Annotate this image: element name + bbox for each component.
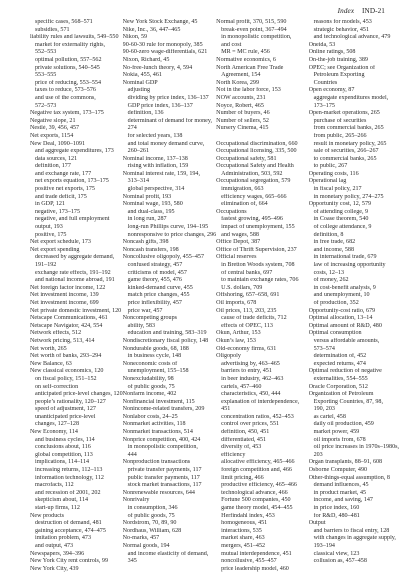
index-entry: Nominal wage, 193, 580	[122, 201, 183, 208]
index-subentry: purchase of securities	[313, 117, 367, 124]
index-entry: 90-60-30 rule for monopoly, 385	[122, 41, 203, 48]
index-entry: Oil prices, 113, 203, 235	[216, 307, 277, 314]
index-subentry: and income, 588	[313, 246, 355, 253]
index-subentry: and barriers to fiscal entry, 128	[313, 527, 390, 534]
index-entry: Net foreign factor income, 122	[30, 284, 106, 291]
index-subentry: 274	[127, 125, 137, 132]
index-subentry: diversity of, 453	[221, 444, 262, 451]
index-subentry: in monopolistic competition,	[127, 444, 198, 451]
index-entry: Nonexcludability, 98	[122, 375, 174, 382]
index-entry: Nominal income, 137–138	[122, 155, 188, 162]
index-entry: North Korea, 299	[216, 79, 259, 86]
index-entry: Osborne Computer, 490	[308, 467, 368, 474]
index-subentry: of attending college, 9	[313, 208, 369, 215]
index-entry: Number of sellers, 52	[216, 117, 269, 124]
index-entry: Nonfinancial investment, 115	[122, 398, 195, 405]
index-columns	[30, 19, 401, 573]
index-subentry: classical view, 123	[313, 550, 360, 557]
index-subentry: of production, 352	[313, 299, 359, 306]
index-subentry: and trade deficit, 175	[35, 193, 87, 200]
index-subentry: price leadership model, 460	[221, 565, 289, 572]
index-entry: New York City, 439	[30, 565, 79, 572]
index-entry: Noneconomic costs of	[122, 360, 178, 367]
index-entry: New Economy, 114	[30, 429, 78, 436]
index-entry: Net export schedule, 173	[30, 239, 91, 246]
index-entry: Nonproduction transactions	[122, 459, 191, 466]
index-subentry: and output, 473	[35, 542, 74, 549]
index-subentry: output, 193	[35, 224, 63, 231]
index-subentry: demand influences, 45	[313, 482, 369, 489]
index-subentry: versus affordable amounts,	[313, 337, 380, 344]
index-subentry: 190, 203	[313, 406, 335, 413]
index-subentry: and cost	[221, 41, 242, 48]
index-entry: Normal goods, 194	[122, 542, 170, 549]
index-subentry: GDP price index, 136–137	[127, 102, 193, 109]
index-subentry: and technological advance, 479	[313, 34, 391, 41]
index-subentry: cause of trade deficits, 712	[221, 315, 287, 322]
index-subentry: changes, 127–128	[35, 421, 80, 428]
index-entry: Opportunity-cost ratio, 679	[308, 307, 376, 314]
index-subentry: and dual-class, 195	[127, 208, 175, 215]
index-entry: On-the-job training, 389	[308, 56, 368, 63]
index-entry: Occupational segregation, 579	[216, 178, 291, 185]
index-entry: Oracle Corporation, 512	[308, 383, 368, 390]
index-column-2	[123, 19, 217, 573]
index-entry: Online ratings, 508	[308, 49, 356, 56]
index-subentry: definition, 136	[127, 110, 164, 117]
index-subentry: Countries	[313, 79, 338, 86]
index-entry: Nonmarket activities, 118	[122, 421, 186, 428]
index-subentry: barriers to entry, 451	[221, 368, 272, 375]
index-entry: Opportunity cost, 12, 579	[308, 201, 372, 208]
index-subentry: decreased by aggregate demand,	[35, 254, 115, 261]
index-entry: Other-things-equal assumption, 8	[308, 474, 390, 481]
index-entry: Net private domestic investment, 120	[30, 307, 122, 314]
index-subentry: negative, 173–175	[35, 208, 81, 215]
index-subentry: ability, 583	[127, 322, 156, 329]
index-entry: Net export spending	[30, 246, 80, 253]
index-entry: Occupational safety, 581	[216, 155, 277, 162]
index-subentry: game theory, 455, 476	[127, 277, 182, 284]
index-subentry: stock market transactions, 117	[127, 482, 202, 489]
index-subentry: with changes in aggregate supply,	[313, 535, 396, 542]
index-subentry: MR = MC rule, 456	[221, 49, 270, 56]
index-column-4	[309, 19, 401, 573]
index-entry: Normal profit, 370, 515, 590	[216, 19, 287, 25]
index-subentry: daily oil production, 459	[313, 421, 374, 428]
index-entry: NOW accounts, 231	[216, 94, 266, 101]
index-entry: New classical economics, 120	[30, 368, 104, 375]
index-entry: Netscape Navigator, 424, 554	[30, 322, 103, 329]
page-header	[338, 7, 385, 15]
index-entry: Network effects, 512	[30, 330, 82, 337]
index-subentry: effects of OPEC, 113	[221, 322, 273, 329]
index-subentry: taxes to reduce, 573–576	[35, 87, 96, 94]
index-subentry: for R&D, 480–481	[313, 512, 360, 519]
index-entry: North American Free Trade	[216, 64, 284, 71]
index-subentry: fastest growing, 495–496	[221, 216, 283, 223]
index-subentry: and income elasticity of demand,	[127, 550, 209, 557]
index-subentry: of money, 262	[313, 277, 349, 284]
index-subentry: Administration, 503, 592	[221, 170, 283, 177]
index-subentry: game theory model, 454–455	[221, 505, 293, 511]
index-subentry: impact of unemployment, 155	[221, 224, 295, 231]
index-subentry: long-run Phillips curve, 194–195	[127, 224, 209, 231]
index-entry: Old-economy firms, 631	[216, 345, 277, 352]
index-subentry: in business cycle, 148	[127, 353, 182, 360]
index-subentry: differentiated, 451	[221, 436, 267, 443]
index-subentry: Exporting Countries, 87, 98,	[313, 398, 383, 405]
index-entry: Negative slope, 21	[30, 117, 76, 124]
index-subentry: in fiscal policy, 217	[313, 186, 362, 193]
index-subentry: in free trade, 682	[313, 239, 356, 246]
index-subentry: to commercial banks, 265	[313, 155, 377, 162]
index-subentry: positive, 175	[35, 231, 67, 238]
index-subentry: confused strategy, 457	[127, 262, 183, 268]
index-subentry: to maintain exchange rates, 706	[221, 277, 299, 284]
index-subentry: collusion as, 457–458	[313, 558, 367, 565]
index-entry: New products	[30, 512, 65, 519]
index-subentry: market share, 463	[221, 535, 265, 542]
index-subentry: advertising by, 463–465	[221, 360, 280, 367]
index-subentry: break-even point, 367–494	[221, 26, 287, 33]
index-subentry: and use of the commons,	[35, 94, 96, 101]
index-subentry: reasons for models, 453	[313, 19, 372, 25]
index-subentry: in cost-benefit analysis, 9	[313, 284, 376, 291]
index-entry: Network pricing, 513, 414	[30, 337, 95, 344]
index-subentry: market for externality rights,	[35, 41, 106, 48]
index-subentry: public transfer payments, 117	[127, 474, 200, 481]
index-subentry: limit pricing, 466	[221, 474, 264, 481]
index-subentry: expected returns, 474	[313, 360, 366, 367]
index-subentry: education and training, 583–319	[127, 330, 207, 337]
index-entry: No-free-lunch theory, 4, 594	[122, 64, 193, 71]
index-subentry: price war, 457	[127, 307, 163, 314]
index-subentry: exchange rate effects, 191–192	[35, 269, 111, 276]
index-subentry: nonresponsive to price changes, 296	[127, 231, 217, 238]
index-subentry: mutual interdependence, 451	[221, 550, 292, 557]
index-subentry: in Coase theorem, 540	[313, 216, 369, 223]
index-subentry: speed of adjustment, 127	[35, 406, 96, 413]
index-entry: Nominal profit, 193	[122, 193, 172, 200]
index-subentry: macrofacts, 112	[35, 482, 74, 489]
index-subentry: Herfindahl index, 453	[221, 512, 275, 519]
index-subentry: subsidies, 571	[35, 26, 70, 33]
index-subentry: implications, 114–114	[35, 459, 90, 466]
index-subentry: 193–194	[313, 542, 335, 549]
index-subentry: and exchange rate, 177	[35, 170, 92, 177]
index-entry: Nominal interest rate, 159, 194,	[122, 170, 200, 177]
index-entry: Occupations	[216, 208, 247, 215]
index-subentry: of public goods, 75	[127, 512, 175, 519]
index-subentry: oil price increases in 1970s–1980s,	[313, 444, 400, 451]
index-column-1	[30, 19, 123, 573]
index-entry: Net worth, 265	[30, 345, 67, 352]
index-entry: Nonincome-related transfers, 209	[122, 406, 205, 413]
index-subentry: anticipated price-level changes, 120	[35, 391, 123, 398]
index-subentry: definition, 177	[35, 163, 71, 170]
index-subentry: Petroleum Exporting	[313, 72, 365, 79]
index-entry: Nordhaus, William, 628	[122, 527, 182, 534]
index-subentry: dividing by price index, 136–137	[127, 94, 209, 101]
index-subentry: U.S. dollars, 709	[221, 284, 263, 291]
index-entry: Occupational Safety and Health	[216, 163, 294, 170]
index-entry: Optimal allocation, 13–14	[308, 315, 373, 322]
index-subentry: net exports equation, 173–175	[35, 178, 109, 185]
index-entry: Nondurable goods, 68, 188	[122, 345, 189, 352]
index-column-3	[216, 19, 308, 573]
index-subentry: of college attendance, 9	[313, 224, 372, 231]
index-subentry: global perspective, 314	[127, 186, 185, 193]
index-entry: Office Depot, 387	[216, 239, 261, 246]
index-subentry: definition, 8	[313, 231, 344, 238]
index-subentry: immigration, 663	[221, 186, 264, 193]
index-subentry: gaining acceptance, 474–475	[35, 527, 106, 534]
index-subentry: 173–175	[313, 102, 335, 109]
index-entry: Nonfarm income, 402	[122, 391, 177, 398]
index-subentry: in GDP, 121	[35, 201, 65, 208]
index-subentry: in monopolistic competition,	[221, 34, 292, 41]
index-subentry: and recession of 2001, 202	[35, 489, 101, 496]
index-entry: Nondiscretionary fiscal policy, 148	[122, 337, 209, 344]
index-subentry: from public, 265–266	[313, 132, 367, 139]
index-subentry: homogeneous, 451	[221, 520, 268, 527]
index-subentry: 345	[127, 558, 137, 565]
index-entry: Organ transplants, 88–91, 608	[308, 459, 383, 466]
index-subentry: for selected years, 138	[127, 132, 183, 139]
index-subentry: market power, 459	[313, 429, 360, 436]
index-subentry: 191–192	[35, 262, 57, 268]
index-subentry: and business cycles, 114	[35, 436, 95, 443]
index-subentry: private transfer payments, 117	[127, 467, 202, 474]
index-subentry: efficiency	[221, 451, 246, 458]
index-entry	[216, 133, 308, 141]
index-subentry: destruction of demand, 481	[35, 520, 102, 527]
index-subentry: strategic behavior, 451	[313, 26, 370, 33]
index-subentry: result in monetary policy, 265	[313, 140, 387, 147]
index-entry: Noncollusive oligopoly, 455–457	[122, 254, 205, 261]
index-subentry: criticisms of model, 457	[127, 269, 187, 276]
index-subentry: rising with inflation, 159	[127, 163, 189, 170]
index-entry: Noyce, Robert, 465	[216, 102, 264, 109]
index-subentry: and national income abroad, 191	[35, 277, 115, 284]
index-entry: Offshoring, 657–658, 691	[216, 292, 280, 299]
index-subentry: determinant of demand for money,	[127, 117, 213, 124]
index-subentry: concentration ratios, 452–453	[221, 413, 294, 420]
index-subentry: in monetary policy, 274–275	[313, 193, 384, 200]
index-subentry: in international trade, 679	[313, 254, 377, 261]
index-entry: Optimal reduction of negative	[308, 368, 382, 375]
index-entry: Noncompeting groups	[122, 315, 177, 322]
index-subentry: in beer industry, 462–463	[221, 375, 284, 382]
index-subentry: and wages, 588	[221, 231, 259, 238]
index-subentry: from commercial banks, 265	[313, 125, 384, 132]
index-subentry: 451	[221, 406, 231, 413]
index-subentry: income, and saving, 147	[313, 497, 373, 504]
index-subentry: of central banks, 697	[221, 269, 273, 276]
index-entry: Normative economics, 6	[216, 56, 276, 63]
index-entry: Nonrenewable resources, 644	[122, 489, 195, 496]
index-subentry: 260–261	[127, 148, 149, 155]
index-subentry: in product market, 45	[313, 489, 367, 496]
index-entry: Nominal GDP	[122, 79, 158, 86]
index-subentry: 552–553	[35, 49, 57, 56]
index-subentry: elimination of, 664	[221, 201, 268, 208]
index-entry: Net investment income, 699	[30, 299, 99, 306]
index-subentry: in price index, 160	[313, 505, 360, 511]
index-subentry: on fiscal policy, 151–152	[35, 375, 97, 382]
index-subentry: unanticipated price-level	[35, 413, 96, 420]
index-entry: Nokia, 455, 461	[122, 72, 162, 79]
index-subentry: 553–555	[35, 72, 57, 79]
index-entry: Nonmarket transactions, 514	[122, 429, 193, 436]
index-subentry: price inflexibility, 457	[127, 299, 182, 306]
index-entry: No-marks, 457	[122, 535, 160, 542]
index-entry: Open-market operations, 265	[308, 110, 380, 117]
index-entry: Nikon, 59	[122, 34, 148, 41]
index-subentry: productive efficiency, 465–466	[221, 482, 297, 489]
index-subentry: of public goods, 75	[127, 383, 175, 390]
index-entry: Net exports, 1154	[30, 132, 74, 139]
index-entry: Noncash gifts, 398	[122, 239, 169, 246]
index-subentry: Agreement, 154	[221, 72, 261, 79]
index-subentry: foreign competition and, 466	[221, 467, 292, 474]
index-entry: Occupational discrimination, 660	[216, 140, 298, 147]
index-subentry: data sources, 121	[35, 155, 78, 162]
index-entry: Net investment income, 139	[30, 292, 99, 299]
index-entry: 90-60-zero wage-differentials, 621	[122, 49, 208, 56]
index-subentry: costs, 12–13	[313, 269, 345, 276]
index-subentry: imitation problem, 473	[35, 535, 92, 542]
index-subentry: 444	[127, 451, 137, 458]
index-entry: New York Stock Exchange, 45	[122, 19, 198, 25]
index-entry: Nordstrom, 70, 89, 90	[122, 520, 177, 527]
index-entry: Nonrivalry	[122, 497, 150, 504]
index-subentry: kinked-demand curve, 455	[127, 284, 193, 291]
index-entry: Optimal consumption	[308, 330, 362, 337]
index-entry: Oligopoly	[216, 353, 241, 360]
index-entry: Open economy, 87	[308, 87, 355, 94]
index-subentry: conclusions about, 116	[35, 444, 91, 451]
header-label: Index	[337, 7, 355, 15]
index-subentry: global competition, 113	[35, 451, 93, 458]
index-entry: Official reserves	[216, 254, 257, 261]
index-subentry: interactions, 535	[221, 527, 262, 534]
index-entry: Okun, Arthur, 153	[216, 330, 261, 337]
index-subentry: increasing returns, 112–113	[35, 467, 103, 474]
index-subentry: and unemployment, 10	[313, 292, 370, 299]
index-entry: liability rules and lawsuits, 549–550	[30, 34, 119, 41]
index-entry: Operational lag	[308, 178, 347, 185]
index-subentry: in long run, 287	[127, 216, 167, 223]
index-subentry: 573–574	[313, 345, 335, 352]
index-entry: Nestlé, 39, 456, 457	[30, 125, 80, 132]
index-entry: Nixon, Richard, 45	[122, 56, 170, 63]
index-subentry: price of reducing, 553–554	[35, 79, 101, 86]
index-subentry: 203	[313, 451, 323, 458]
index-entry: Not in the labor force, 153	[216, 87, 281, 94]
index-subentry: efficiency wages, 665–666	[221, 193, 287, 200]
index-entry: Oil imports, 678	[216, 299, 257, 306]
index-entry: OPEC; see Organization of	[308, 64, 375, 71]
index-entry: Newspapers, 394–396	[30, 550, 85, 557]
index-entry: Occupational licensing, 335, 500	[216, 148, 297, 155]
index-subentry: noncollusive, 455–457	[221, 558, 277, 565]
index-subentry: unemployment, 155–158	[127, 368, 189, 375]
index-subentry: technological advance, 466	[221, 489, 288, 496]
index-entry: Nike, Inc., 36, 447–465	[122, 26, 181, 33]
index-subentry: as cartel, 458	[313, 413, 346, 420]
index-subentry: aggregate expenditures model,	[313, 94, 389, 101]
index-entry: Netscape Communications, 461	[30, 315, 108, 322]
index-subentry: skepticism about, 114	[35, 497, 89, 504]
index-subentry: law of increasing opportunity	[313, 262, 386, 268]
index-subentry: adjusting	[127, 87, 150, 94]
index-subentry: 313–314	[127, 178, 149, 185]
index-subentry: sale of securities, 266–267	[313, 148, 379, 155]
index-subentry: people’s rationality, 120–127	[35, 398, 106, 405]
index-subentry: cartels, 457–460	[221, 383, 262, 390]
index-subentry: on self-correction	[35, 383, 79, 390]
index-subentry: match price changes, 455	[127, 292, 190, 299]
index-subentry: negative, and full employment	[35, 216, 110, 223]
index-subentry: positive net exports, 175	[35, 186, 95, 193]
index-subentry: optimal pollution, 557–562	[35, 56, 102, 63]
index-subentry: definition, 450, 451	[221, 429, 270, 436]
index-subentry: and total money demand curve,	[127, 140, 205, 147]
index-entry: Output	[308, 520, 326, 527]
index-subentry: to public, 267	[313, 163, 348, 170]
index-entry: Office of Thrift Supervision, 237	[216, 246, 297, 253]
index-entry: Negative tax system, 173–175	[30, 110, 104, 117]
index-entry: Oneida, 53	[308, 41, 336, 48]
index-subentry: allocative efficiency, 465–466	[221, 459, 295, 466]
index-entry: Okun’s law, 153	[216, 337, 256, 344]
index-subentry: characteristics, 450, 444	[221, 391, 281, 398]
index-entry: Noncash transfers, 198	[122, 246, 179, 253]
index-subentry: information technology, 112	[35, 474, 104, 481]
index-subentry: start-up firms, 112	[35, 505, 80, 511]
index-subentry: private solutions, 540–545	[35, 64, 100, 71]
index-entry: New York City rent controls, 99	[30, 558, 109, 565]
index-entry: Optimal amount of R&D, 480	[308, 322, 382, 329]
page-number: IND-21	[362, 7, 385, 15]
index-subentry: in Bretton Woods system, 708	[221, 262, 295, 268]
index-entry: Operating costs, 116	[308, 170, 359, 177]
index-subentry: explanation of interdependence,	[221, 398, 300, 405]
index-entry: Organization of Petroleum	[308, 391, 374, 398]
index-entry: Nonprice competition, 400, 424	[122, 436, 201, 443]
index-entry: Number of buyers, 46	[216, 110, 270, 117]
index-entry: New Balance, 63	[30, 360, 72, 367]
index-subentry: oil imports from, 678	[313, 436, 366, 443]
index-entry: Net worth of banks, 293–294	[30, 353, 102, 360]
index-subentry: externalities, 554–555	[313, 375, 368, 382]
index-subentry: 572–573	[35, 102, 57, 109]
index-subentry: determination of, 452	[313, 353, 367, 360]
index-subentry: in consumption, 346	[127, 505, 178, 511]
index-subentry: and aggregate expenditures, 173	[35, 148, 114, 155]
index-entry: Nonlabor costs, 24–25	[122, 413, 178, 420]
index-subentry: control over prices, 551	[221, 421, 280, 428]
index-entry: New Deal, 1090–1091	[30, 140, 86, 147]
index-entry: Nursery Cinema, 415	[216, 125, 269, 132]
index-subentry: Fortune 500 companies, 450	[221, 497, 291, 504]
index-subentry: mergers, 451–452	[221, 542, 266, 549]
index-subentry: specific cases, 568–571	[35, 19, 93, 25]
